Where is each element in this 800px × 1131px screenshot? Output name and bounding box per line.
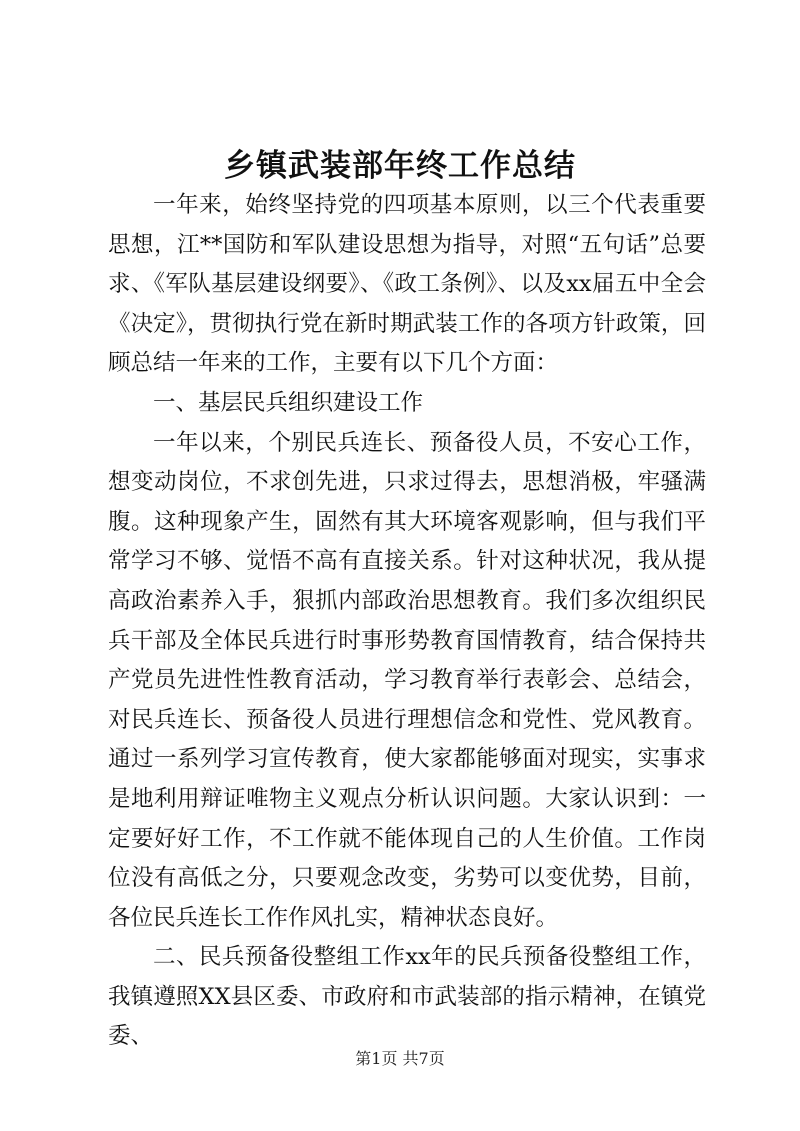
page-footer: 第1页 共7页 [355,1049,445,1068]
section-heading-1: 一、基层民兵组织建设工作 [153,389,424,416]
document-body [108,186,706,1057]
paragraph-section-2: 二、民兵预备役整组工作xx年的民兵预备役整组工作，我镇遵照XX县区委、市政府和市武装部的指示精神，在镇党委、 [108,944,706,1050]
paragraph-intro: 一年来，始终坚持党的四项基本原则，以三个代表重要思想，江**国防和军队建设思想为指导，对照“五句话”总要求、《军队基层建设纲要》、《政工条例》、以及xx届五中全会《决定》，贯彻执行党在新时期武装工作的各项方针政策，回顾总结一年来的工作，主要有以下几个方面： [108,192,706,377]
paragraph-section-1: 一年以来，个别民兵连长、预备役人员，不安心工作，想变动岗位，不求创先进，只求过得去，思想消极，牢骚满腹。这种现象产生，固然有其大环境客观影响，但与我们平常学习不够、觉悟不高有直接关系。针对这种状况，我从提高政治素养入手，狠抓内部政治思想教育。我们多次组织民兵干部及全体民兵进行时事形势教育国情教育，结合保持共产党员先进性性教育活动，学习教育举行表彰会、总结会，对民兵连长、预备役人员进行理想信念和党性、党风教育。通过一系列学习宣传教育，使大家都能够面对现实，实事求是地利用辩证唯物主义观点分析认识问题。大家认识到：一定要好好工作，不工作就不能体现自己的人生价值。工作岗位没有高低之分，只要观念改变，劣势可以变优势，目前，各位民兵连长工作作风扎实，精神状态良好。 [108,429,706,931]
document-title: 乡镇武装部年终工作总结 [224,148,576,184]
